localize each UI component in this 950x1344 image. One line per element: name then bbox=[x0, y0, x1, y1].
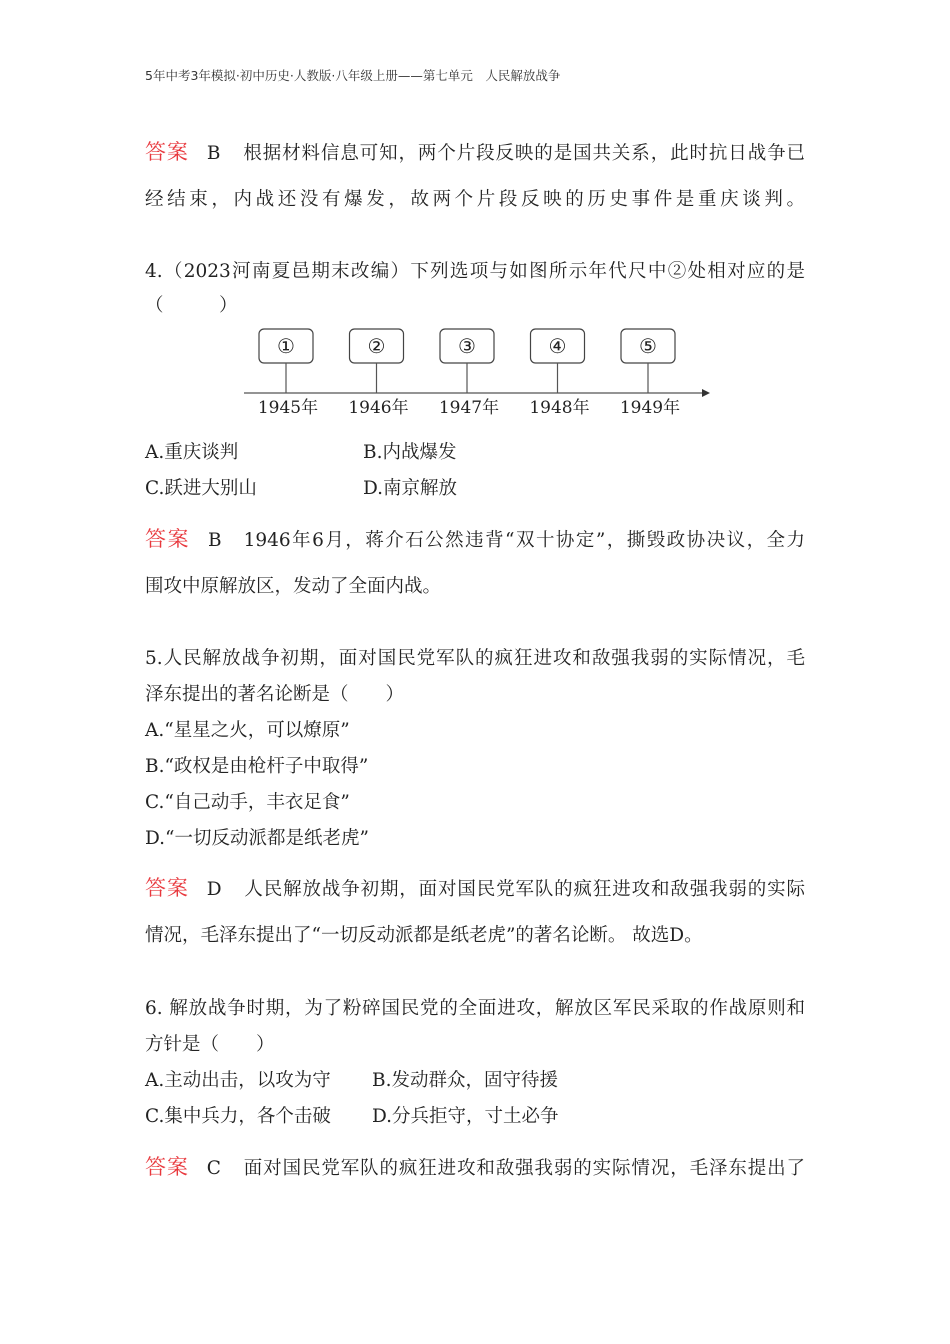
timeline-year-label: 1945年 bbox=[257, 398, 319, 418]
timeline-marker-label: ⑤ bbox=[639, 334, 657, 358]
q5-option-d: D.“一切反动派都是纸老虎” bbox=[145, 828, 369, 849]
q6-option-d: D.分兵拒守，寸土必争 bbox=[372, 1106, 559, 1127]
timeline-year-label: 1948年 bbox=[529, 398, 590, 418]
q3-answer-line2: 经结束，内战还没有爆发，故两个片段反映的历史事件是重庆谈判。 bbox=[145, 189, 805, 210]
q5-stem-line1: 5.人民解放战争初期，面对国民党军队的疯狂进攻和敌强我弱的实际情况，毛 bbox=[145, 648, 805, 669]
q4-option-b: B.内战爆发 bbox=[363, 442, 457, 463]
timeline-figure bbox=[240, 325, 720, 420]
q5-option-a: A.“星星之火，可以燎原” bbox=[145, 720, 350, 741]
q6-stem-line2: 方针是（ ） bbox=[145, 1034, 275, 1055]
q6-option-a: A.主动出击，以攻为守 bbox=[145, 1070, 331, 1091]
q5-answer-line2: 情况，毛泽东提出了“一切反动派都是纸老虎”的著名论断。 故选D。 bbox=[145, 925, 703, 946]
timeline-marker-label: ① bbox=[277, 334, 295, 358]
timeline-arrow-icon bbox=[702, 389, 710, 397]
q4-stem-line1: 4.（2023河南夏邑期末改编）下列选项与如图所示年代尺中②处相对应的是 bbox=[145, 261, 805, 282]
timeline-year-label: 1946年 bbox=[348, 398, 409, 418]
q6-option-c: C.集中兵力，各个击破 bbox=[145, 1106, 331, 1127]
q6-answer-line1: 答案 C 面对国民党军队的疯狂进攻和敌强我弱的实际情况，毛泽东提出了 bbox=[145, 1155, 805, 1179]
q5-answer-line1: 答案 D 人民解放战争初期，面对国民党军队的疯狂进攻和敌强我弱的实际 bbox=[145, 876, 805, 900]
q3-answer-line1: 答案 B 根据材料信息可知，两个片段反映的是国共关系，此时抗日战争已 bbox=[145, 140, 806, 164]
q6-stem-line1: 6. 解放战争时期，为了粉碎国民党的全面进攻，解放区军民采取的作战原则和 bbox=[145, 998, 805, 1019]
q4-option-d: D.南京解放 bbox=[363, 478, 458, 499]
q4-answer-line1: 答案 B 1946年6月，蒋介石公然违背“双十协定”，撕毁政协决议，全力 bbox=[145, 527, 806, 551]
timeline-marker-label: ③ bbox=[458, 334, 476, 358]
q6-option-b: B.发动群众，固守待援 bbox=[372, 1070, 558, 1091]
page-header: 5年中考3年模拟·初中历史·人教版·八年级上册——第七单元 人民解放战争 bbox=[145, 68, 561, 83]
timeline-marker-label: ② bbox=[367, 334, 386, 358]
q4-answer-line2: 围攻中原解放区，发动了全面内战。 bbox=[145, 576, 442, 597]
q5-option-c: C.“自己动手，丰衣足食” bbox=[145, 792, 350, 813]
q4-answer-blank: （ ） bbox=[145, 295, 238, 316]
q5-stem-line2: 泽东提出的著名论断是（ ） bbox=[145, 684, 405, 705]
q5-option-b: B.“政权是由枪杆子中取得” bbox=[145, 756, 369, 777]
timeline-year-label: 1949年 bbox=[619, 398, 681, 418]
q4-option-c: C.跃进大别山 bbox=[145, 478, 257, 499]
timeline-year-label: 1947年 bbox=[438, 398, 500, 418]
timeline-marker-label: ④ bbox=[548, 334, 567, 358]
q4-option-a: A.重庆谈判 bbox=[145, 442, 239, 463]
